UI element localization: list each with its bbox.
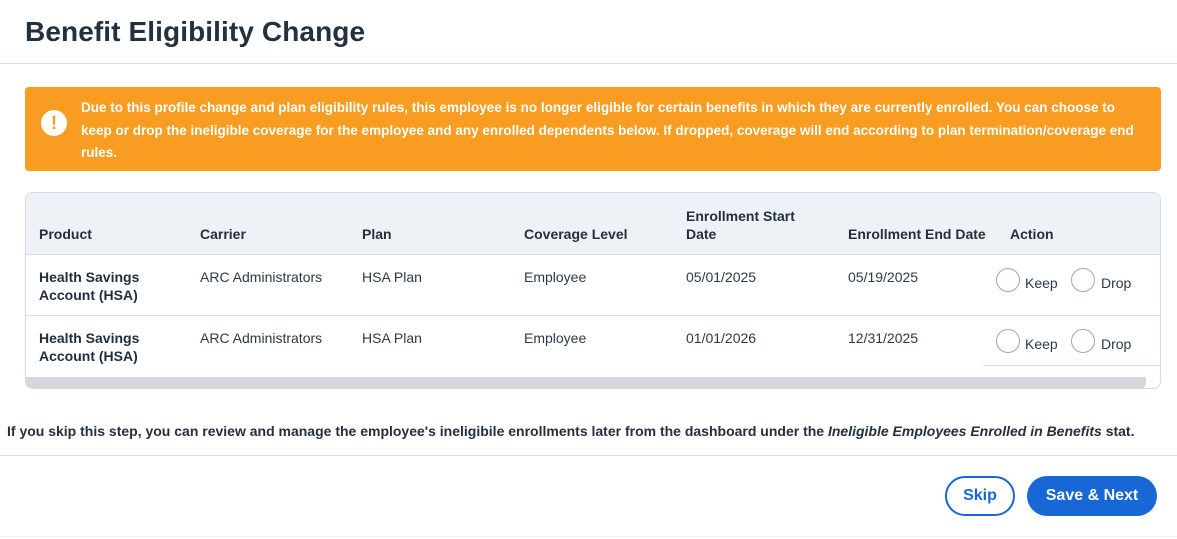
table-header (26, 193, 1161, 255)
table-row (26, 316, 1161, 377)
dashboard-stat-name: Ineligible Employees Enrolled in Benefits (827, 423, 1102, 439)
drop-radio[interactable] (1071, 268, 1095, 292)
skip-step-note (7, 423, 1135, 439)
column-header-product: Product (39, 226, 92, 242)
keep-radio-label[interactable]: Keep (1025, 336, 1058, 352)
save-and-next-button[interactable]: Save & Next (1027, 476, 1157, 516)
column-header-action: Action (1010, 226, 1054, 242)
keep-radio[interactable] (996, 329, 1020, 353)
product-cell: Health Savings Account (HSA) (39, 330, 140, 364)
enrollment-start-date-cell: 01/01/2026 (686, 330, 757, 346)
drop-radio-label[interactable]: Drop (1101, 275, 1132, 291)
note-text: If you skip this step, you can review and manage the employee's ineligibile enrollments later from the dashboard under the (7, 423, 828, 439)
product-cell: Health Savings Account (HSA) (39, 269, 140, 303)
ineligible-enrollments-table (25, 192, 1161, 389)
horizontal-scrollbar[interactable] (26, 377, 1146, 389)
exclamation-icon: ! (41, 110, 67, 136)
plan-cell: HSA Plan (362, 269, 422, 285)
drop-radio[interactable] (1071, 329, 1095, 353)
footer-divider (0, 455, 1177, 456)
note-text-end: stat. (1101, 423, 1135, 439)
carrier-cell: ARC Administrators (200, 269, 323, 285)
page-title: Benefit Eligibility Change (25, 16, 366, 47)
action-column-divider (983, 365, 1161, 366)
coverage-level-cell: Employee (524, 269, 587, 285)
column-header-enrollment-start-date: Enrollment Start Date (686, 208, 795, 242)
column-header-carrier: Carrier (200, 226, 246, 242)
coverage-level-cell: Employee (524, 330, 587, 346)
enrollment-start-date-cell: 05/01/2025 (686, 269, 757, 285)
drop-radio-label[interactable]: Drop (1101, 336, 1132, 352)
carrier-cell: ARC Administrators (200, 330, 323, 346)
plan-cell: HSA Plan (362, 330, 422, 346)
column-header-plan: Plan (362, 226, 392, 242)
table-row (26, 255, 1161, 316)
column-header-coverage-level: Coverage Level (524, 226, 628, 242)
page-header (0, 0, 1177, 64)
alert-message: Due to this profile change and plan eligibility rules, this employee is no longer eligible for certain benefits in which they are currently enrolled. You can choose to keep or drop the ineligible coverage for the employee and any enrolled dependents below. If dropped, coverage will end according to plan termination/coverage end rules. (81, 100, 1134, 160)
enrollment-end-date-cell: 05/19/2025 (848, 269, 919, 285)
keep-radio-label[interactable]: Keep (1025, 275, 1058, 291)
column-header-enrollment-end-date: Enrollment End Date (848, 226, 986, 242)
skip-button[interactable]: Skip (945, 476, 1015, 516)
keep-radio[interactable] (996, 268, 1020, 292)
enrollment-end-date-cell: 12/31/2025 (848, 330, 919, 346)
bottom-divider (0, 536, 1177, 537)
